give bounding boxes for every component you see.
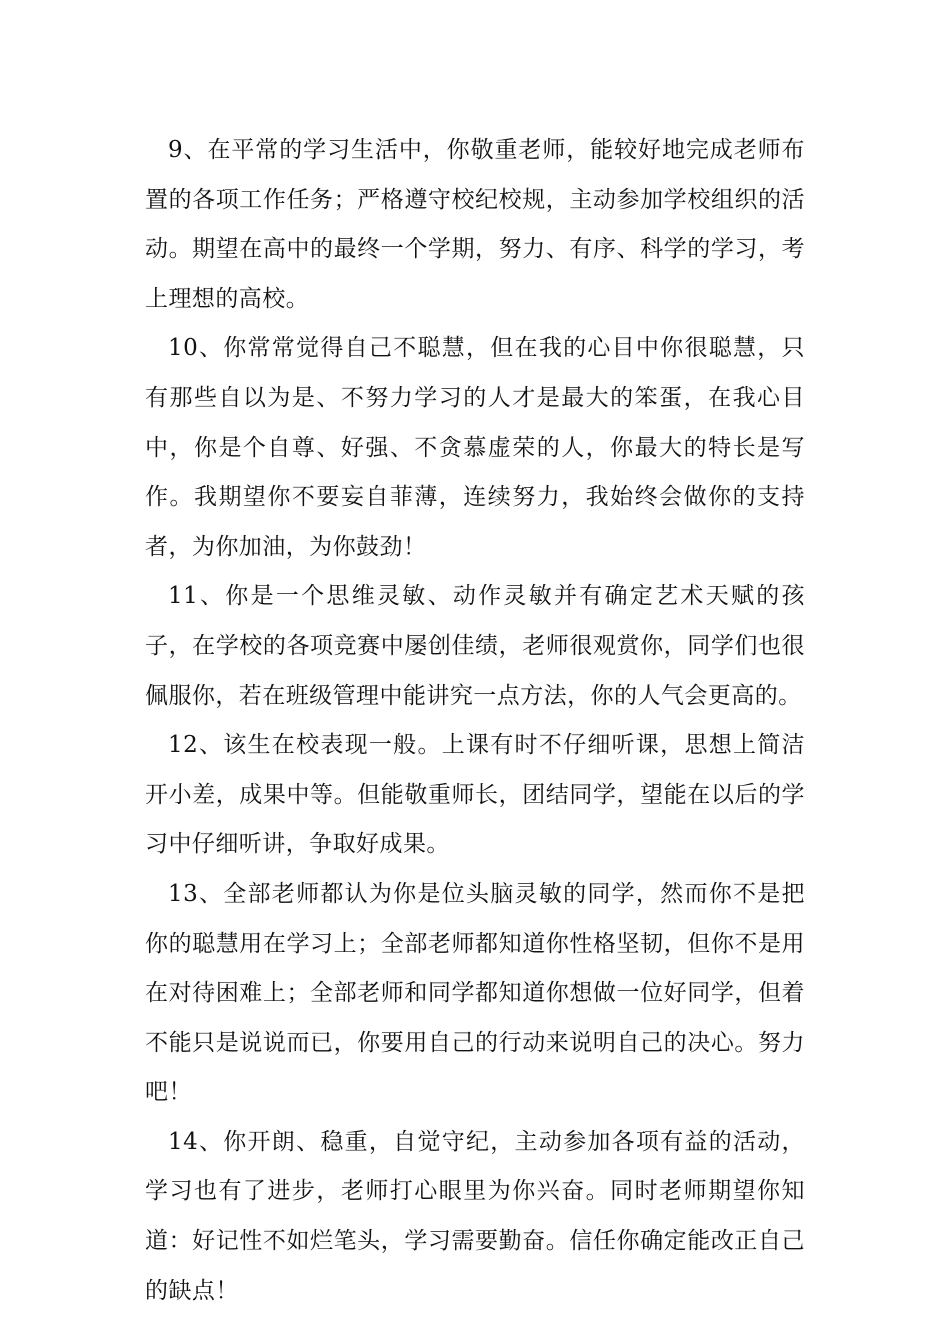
document-body — [145, 126, 805, 1316]
paragraph-14: 14、你开朗、稳重，自觉守纪，主动参加各项有益的活动，学习也有了进步，老师打心眼里为你兴奋。同时老师期望你知道：好记性不如烂笔头，学习需要勤奋。信任你确定能改正自己的缺点！ — [145, 1128, 805, 1304]
paragraph-13: 13、全部老师都认为你是位头脑灵敏的同学，然而你不是把你的聪慧用在学习上；全部老师都知道你性格坚韧，但你不是用在对待困难上；全部老师和同学都知道你想做一位好同学，但着不能只是说说而已，你要用自己的行动来说明自己的决心。努力吧！ — [145, 880, 805, 1106]
paragraph-12: 12、该生在校表现一般。上课有时不仔细听课，思想上简洁开小差，成果中等。但能敬重师长，团结同学，望能在以后的学习中仔细听讲，争取好成果。 — [145, 732, 805, 858]
paragraph-11: 11、你是一个思维灵敏、动作灵敏并有确定艺术天赋的孩子，在学校的各项竞赛中屡创佳绩，老师很观赏你，同学们也很佩服你，若在班级管理中能讲究一点方法，你的人气会更高的。 — [145, 583, 805, 709]
paragraph-9: 9、在平常的学习生活中，你敬重老师，能较好地完成老师布置的各项工作任务；严格遵守校纪校规，主动参加学校组织的活动。期望在高中的最终一个学期，努力、有序、科学的学习，考上理想的高校。 — [145, 137, 805, 312]
paragraph-10: 10、你常常觉得自己不聪慧，但在我的心目中你很聪慧，只有那些自以为是、不努力学习的人才是最大的笨蛋，在我心目中，你是个自尊、好强、不贪慕虚荣的人，你最大的特长是写作。我期望你不要妄自菲薄，连续努力，我始终会做你的支持者，为你加油，为你鼓劲！ — [145, 335, 805, 560]
